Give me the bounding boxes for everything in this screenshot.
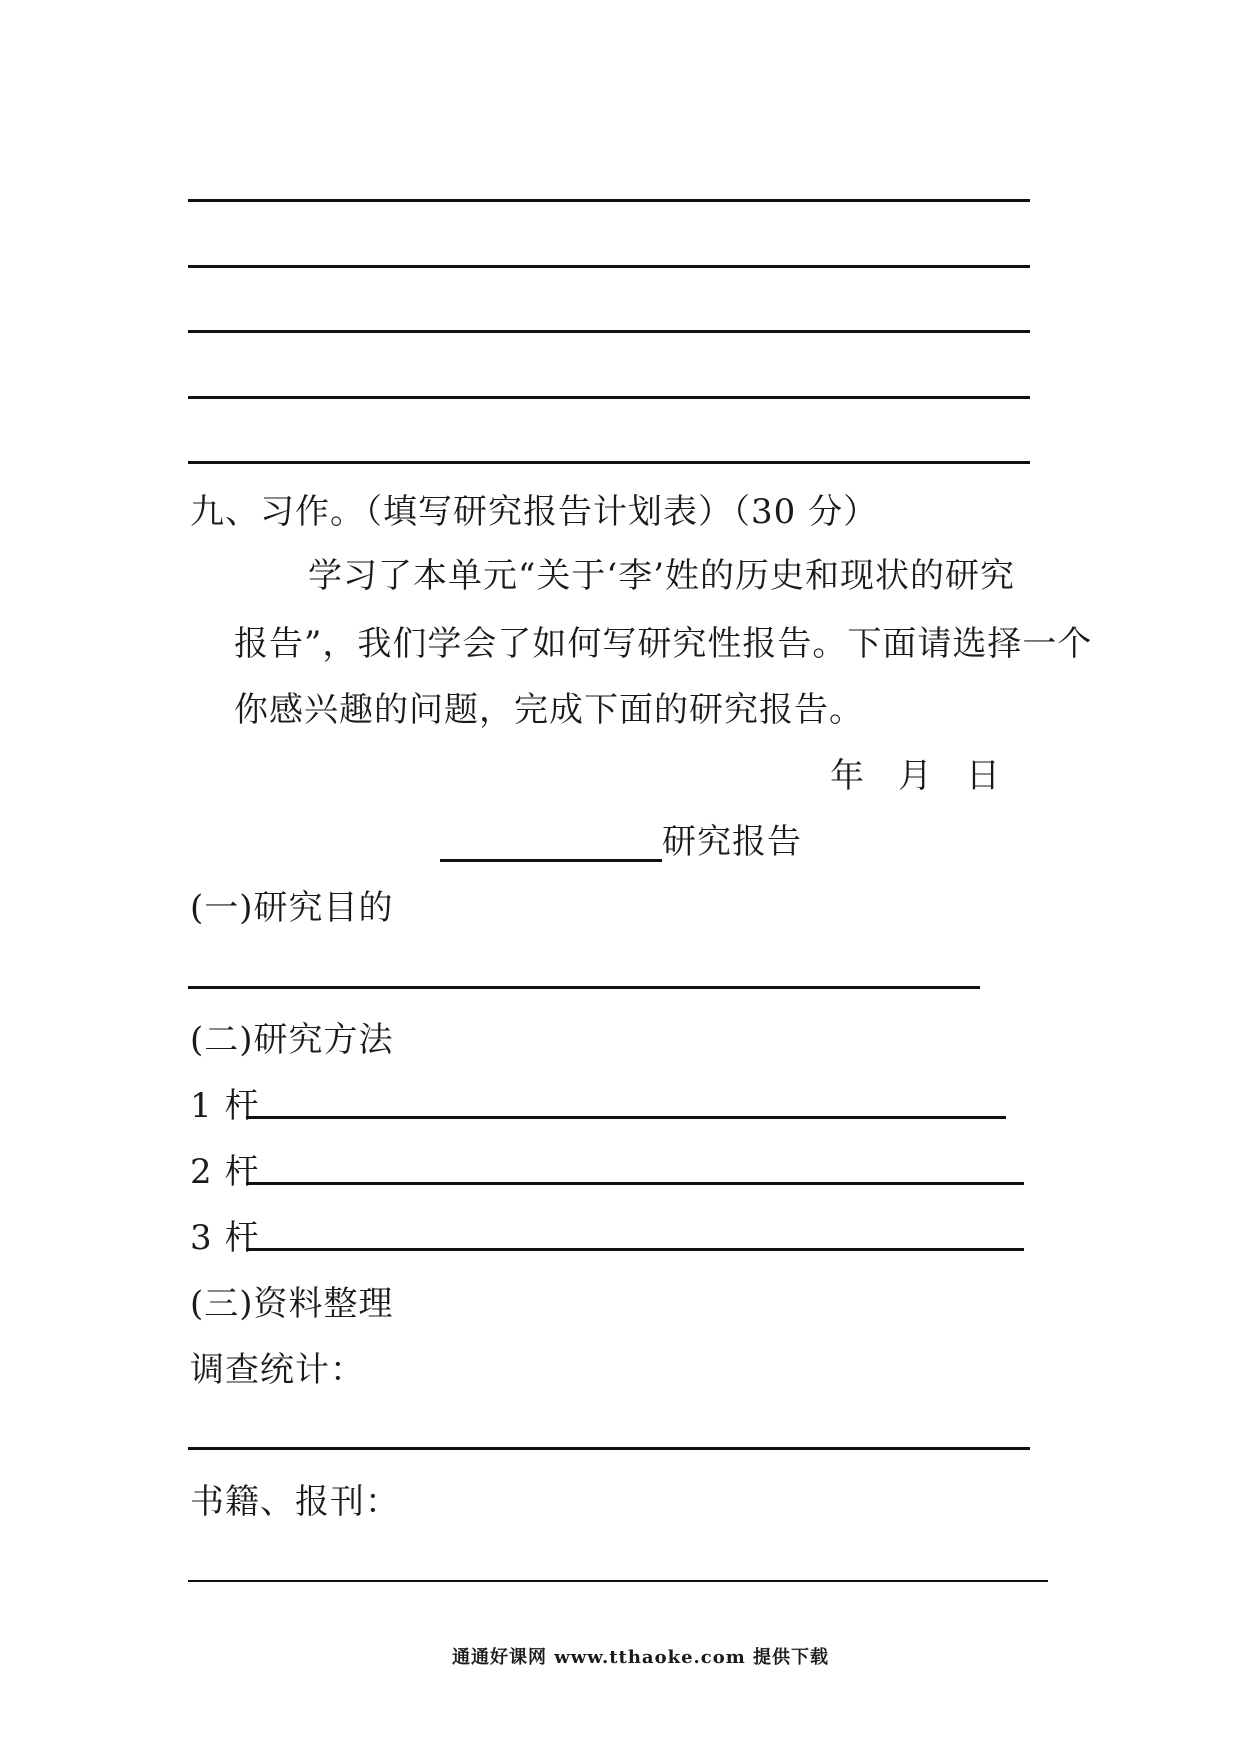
part-method-heading: (二)研究方法	[190, 1020, 394, 1060]
footer-source: 通通好课网 www.tthaoke.com 提供下载	[452, 1647, 830, 1668]
answer-line[interactable]	[188, 265, 1030, 268]
answer-line[interactable]	[188, 330, 1030, 333]
date-month: 月	[898, 756, 933, 796]
survey-label: 调查统计：	[190, 1350, 365, 1390]
date-year: 年	[830, 756, 865, 796]
method-item-label: 2 杆	[190, 1152, 260, 1192]
intro-line: 学习了本单元“关于‘李’姓的历史和现状的研究	[308, 556, 1015, 596]
answer-line[interactable]	[188, 199, 1030, 202]
method-item-line[interactable]	[246, 1248, 1024, 1251]
part-purpose-heading: (一)研究目的	[190, 888, 394, 928]
report-title-suffix: 研究报告	[662, 822, 802, 862]
intro-line: 报告”，我们学会了如何写研究性报告。下面请选择一个	[234, 624, 1093, 664]
answer-line[interactable]	[188, 396, 1030, 399]
purpose-answer-line[interactable]	[188, 986, 980, 989]
report-title	[440, 822, 802, 862]
books-label: 书籍、报刊：	[190, 1482, 400, 1522]
date-day: 日	[966, 756, 1001, 796]
method-item-line[interactable]	[246, 1116, 1006, 1119]
answer-line[interactable]	[188, 461, 1030, 464]
section-heading: 九、习作。（填写研究报告计划表）（30 分）	[190, 492, 879, 532]
books-answer-line[interactable]	[188, 1580, 1048, 1582]
method-item-label: 1 杆	[190, 1086, 260, 1126]
method-item-line[interactable]	[246, 1182, 1024, 1185]
intro-line: 你感兴趣的问题，完成下面的研究报告。	[234, 690, 864, 730]
report-title-blank[interactable]	[440, 825, 662, 862]
survey-answer-line[interactable]	[188, 1447, 1030, 1450]
part-materials-heading: (三)资料整理	[190, 1284, 394, 1324]
method-item-label: 3 杆	[190, 1218, 260, 1258]
